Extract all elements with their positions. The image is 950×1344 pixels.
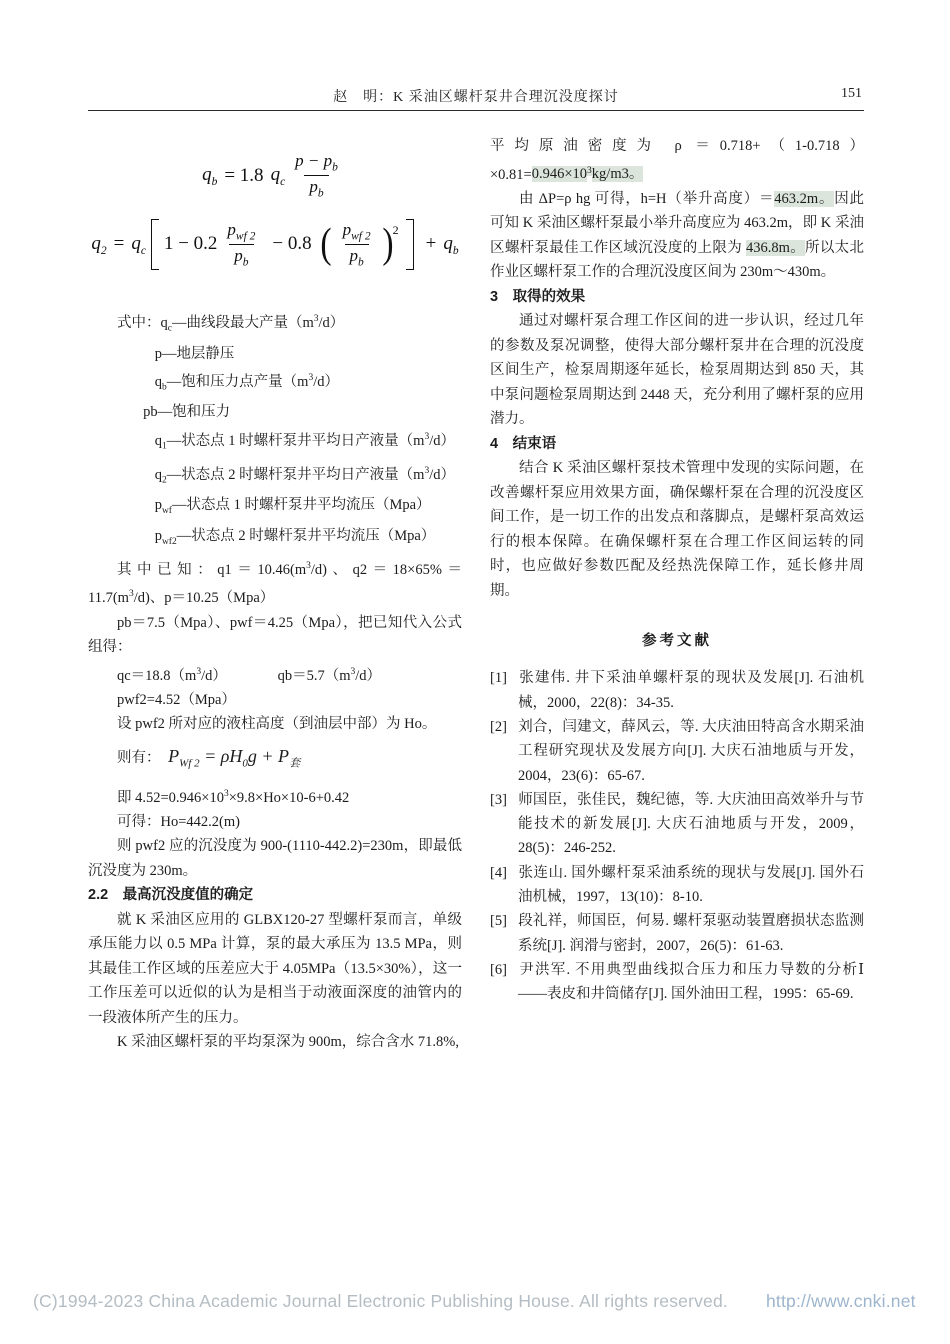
text-line: 通过对螺杆泵合理工作区间的进一步认识，经过几年的参数及泵况调整，使得大部分螺杆泵井在合理的沉没度区间生产，检泵周期逐年延长，检泵周期达到 850 天，其中泵问题检泵周期达到 2448 天，充分利用了螺杆泵的应用潜力。 (490, 313, 864, 428)
reference-number: [2] (490, 718, 507, 735)
text-line: $q_2—$状态点 2 时螺杆泵井平均日产液量$(m^3/d)$ (154, 465, 455, 486)
highlighted-text: 3 (587, 165, 592, 176)
text-line: 就 K 采油区应用的 GLBX120-27 型螺杆泵而言，单级承压能力以 0.5 MPa 计算，泵的最大承压为 13.5 MPa，则其最佳工作区域的压差应大于 4.05MPa（13.5×30%），这一工作压差可以近似的认为是相当于动液面深度的油管内的一段液体所产生的压力。 (88, 911, 462, 1026)
definitions-block (88, 307, 462, 737)
references-list (490, 666, 864, 1006)
formula-token: $q_b$ (202, 163, 218, 188)
copyright-text: (C)1994-2023 China Academic Journal Electronic Publishing House. All rights reserved. (33, 1291, 728, 1311)
reference-number: [4] (490, 864, 507, 881)
text-line: 即 $4.52=0.946\times 10^3\times 9.8\times Ho\times 10-6+0.42$ (117, 788, 350, 806)
section-heading: 4 结束语 (490, 435, 557, 452)
section-heading: 2.2 最高沉没度值的确定 (88, 887, 254, 904)
reference-text: 张建伟. 井下采油单螺杆泵的现状及发展[J]. 石油机械，2000，22(8)：34-35. (518, 670, 864, 711)
text-line: 平均原油密度为 $\rho =0.718+(1-0.718)\times 0.81=0.946\times 10^3kg/m3$。 (490, 138, 864, 183)
text-line: 由 ΔP=ρ hg 可得，h=H（举升高度）＝463.2m。因此可知 K 采油区螺杆泵最小举升高度应为 463.2m，即 K 采油区螺杆泵最佳工作区域沉没度的上限为 436.8m。所以太北作业区螺杆泵工作的合理沉没度区间为 230m～430m。 (490, 190, 865, 281)
formula-token: $q_2$ (91, 232, 107, 257)
text-line: $p_{wf2}—$状态点 2 时螺杆泵井平均流压（Mpa） (154, 527, 436, 547)
reference-text: 刘合，闫建文，薛风云，等. 大庆油田特高含水期采油工程研究现状及发展方向[J]. 大庆石油地质与开发，2004，23(6)：65-67. (518, 718, 864, 784)
highlighted-text: 436.8m。 (745, 239, 806, 256)
references-title: 参考文献 (642, 633, 712, 650)
formula-token: $q_c$ (131, 232, 146, 257)
left-paren: ( (320, 221, 332, 268)
highlighted-text: kg/m3。 (591, 166, 644, 183)
fraction (222, 219, 260, 271)
right-bracket (406, 219, 414, 271)
reference-text: 张连山. 国外螺杆泵采油系统的现状与发展[J]. 国外石油机械，1997，13(10)：8-10. (518, 864, 864, 905)
reference-number: [6] (490, 961, 507, 978)
section-heading: 3 取得的效果 (490, 288, 586, 305)
text-line: p—地层静压 (154, 345, 235, 362)
text-line: pb＝7.5（Mpa）、pwf＝4.25（Mpa），把已知代入公式组得： (88, 614, 462, 656)
formula-token: $q_c$ (270, 163, 286, 188)
numerator: $p_{wf 2}$ (227, 219, 256, 243)
formula-token: − 0.8 (272, 233, 312, 255)
reference-item (490, 666, 864, 715)
right-paren: ) (382, 221, 394, 268)
reference-number: [3] (490, 791, 507, 808)
text-line: K 采油区螺杆泵的平均泵深为 900m，综合含水 71.8%, (117, 1034, 459, 1051)
denominator: $p_b$ (304, 175, 328, 201)
calculation-block (88, 782, 462, 1055)
text-line: 可得：Ho=442.2(m) (117, 813, 240, 830)
left-bracket (151, 219, 159, 271)
text-line: 式中：$q_c—$曲线段最大产量$(m^3/d)$ (117, 314, 345, 335)
text-line: 设 pwf2 所对应的液柱高度（到油层中部）为 Ho。 (117, 716, 437, 733)
text-line: $q_b—$饱和压力点产量$(m^3/d)$ (154, 373, 339, 393)
reference-text: 尹洪军. 不用典型曲线拟合压力和压力导数的分析Ⅰ——表皮和井筒储存[J]. 国外油田工程，1995：65-69. (518, 961, 864, 1003)
formula-token: = (113, 233, 125, 255)
formula-token: = 1.8 (224, 164, 264, 186)
formula-token: 1 − 0.2 (163, 233, 218, 255)
right-column (490, 134, 864, 1006)
reference-number: [1] (490, 670, 507, 687)
reference-item (490, 788, 864, 861)
formula-q2 (88, 214, 462, 276)
text-line: pwf2=4.52（Mpa） (117, 691, 236, 708)
text-line: 则 pwf2 应的沉没度为 900-(1110-442.2)=230m，即最低沉没度为 230m。 (88, 838, 462, 879)
denominator: $p_b$ (345, 244, 369, 270)
reference-item (490, 909, 864, 958)
formula-body: $P_{Wf 2} = \rho H_0g + P_套$ (168, 745, 301, 770)
formula-qb (88, 150, 462, 202)
numerator: $p_{wf 2}$ (342, 219, 371, 243)
reference-item (490, 958, 864, 1007)
text-line: pb—饱和压力 (143, 404, 231, 421)
formula-pwf2 (88, 740, 462, 780)
highlighted-text: 463.2m。 (774, 190, 835, 207)
formula-token: + (425, 233, 437, 255)
formula-prefix: 则有： (117, 749, 161, 766)
formula-token: $q_b$ (443, 232, 459, 257)
text-line: $q_1—$状态点 1 时螺杆泵井平均日产液量$(m^3/d)$ (154, 431, 455, 452)
running-title: 赵 明：K 采油区螺杆泵井合理沉没度探讨 (333, 90, 619, 105)
denominator: $p_b$ (229, 244, 253, 270)
text-line: $qc=18.8(m^3/d)$ $qb=5.7(m^3/d)$ (117, 666, 382, 684)
page-footer (33, 1291, 933, 1312)
page-number: 151 (841, 86, 862, 101)
cnki-url[interactable]: http://www.cnki.net (766, 1291, 916, 1311)
left-column (88, 130, 462, 1055)
highlighted-text: 0.946×10 (531, 166, 588, 183)
reference-item (490, 861, 864, 910)
reference-item (490, 715, 864, 788)
fraction (290, 150, 343, 202)
text-line: 结合 K 采油区螺杆泵技术管理中发现的实际问题，在改善螺杆泵应用效果方面，确保螺杆泵在合理的沉没度区间工作，是一切工作的出发点和落脚点，是螺杆泵高效运行的根本保障。在确保螺杆泵在合理工作区间运转的同时，也应做好参数匹配及经热洗保障工作，延长修井周期。 (490, 460, 864, 599)
header-rule (88, 110, 864, 111)
text-line: 其中已知：$q1=10.46(m^3/d)$、$q2=18\times 65\%=11.7(m^3/d)$、p＝10.25（Mpa） (88, 560, 462, 607)
text-line: $p_{wf}—$状态点 1 时螺杆泵井平均流压（Mpa） (154, 497, 431, 517)
exponent: 2 (392, 222, 399, 237)
page-header (88, 86, 864, 106)
numerator: $p - p_b$ (295, 151, 338, 174)
reference-number: [5] (490, 913, 507, 930)
reference-text: 师国臣，张佳民，魏纪德，等. 大庆油田高效举升与节能技术的新发展[J]. 大庆石油地质与开发，2009，28(5)：246-252. (518, 791, 864, 857)
reference-text: 段礼祥，师国臣，何易. 螺杆泵驱动装置磨损状态监测系统[J]. 润滑与密封，2007，26(5)：61-63. (518, 913, 864, 954)
right-text-block (490, 134, 864, 603)
fraction (338, 219, 376, 271)
